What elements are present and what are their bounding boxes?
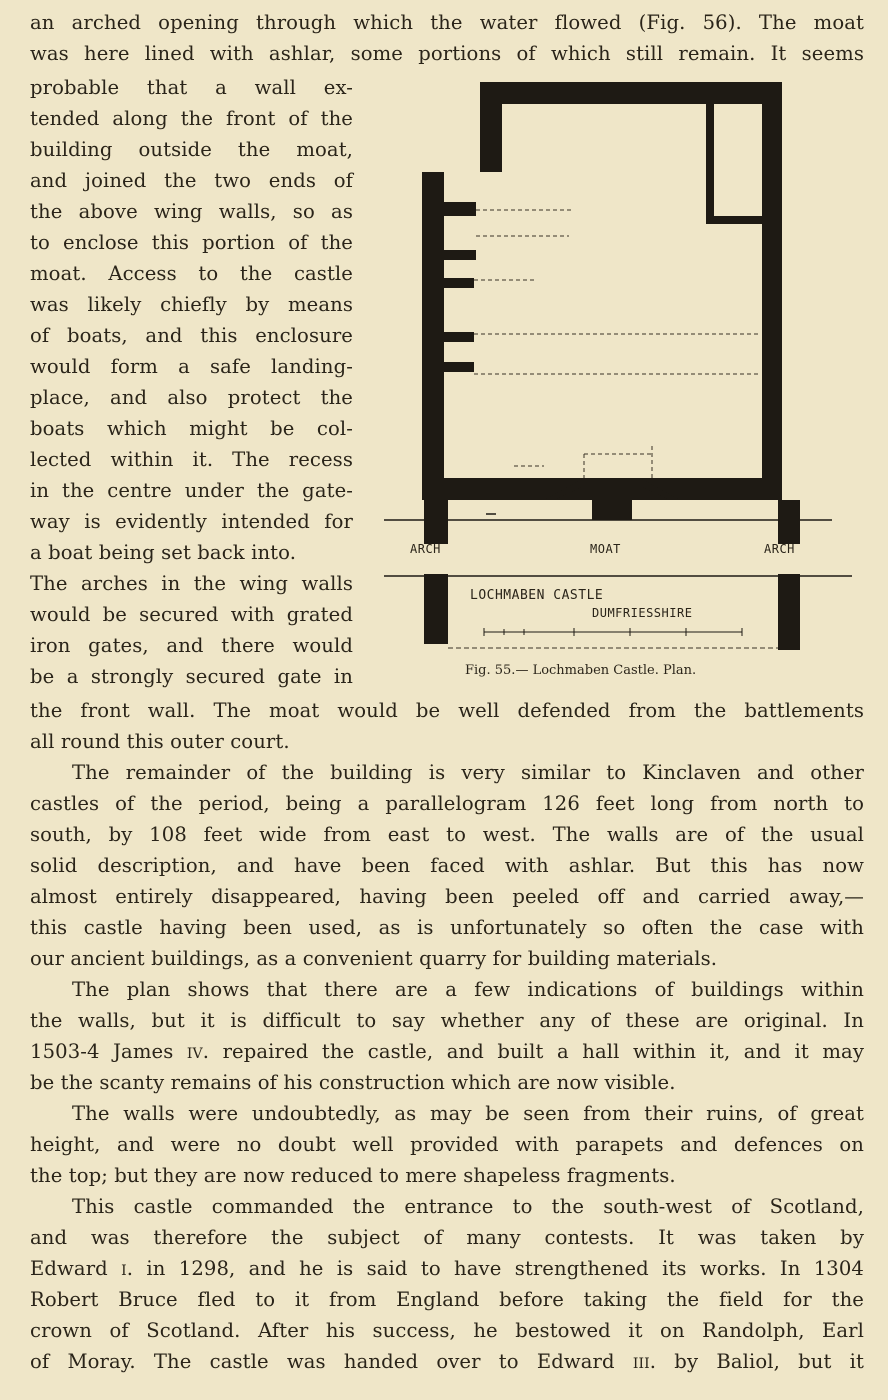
text-line: the front wall. The moat would be well defended from the battlements — [30, 699, 864, 722]
text-line: to enclose this portion of the — [30, 231, 353, 254]
text-line: was likely chiefly by means — [30, 293, 353, 316]
text-line: a boat being set back into. — [30, 541, 297, 564]
text-line: the above wing walls, so as — [30, 200, 353, 223]
wall-stub — [444, 278, 474, 288]
text-span: Edward — [30, 1257, 122, 1280]
scale-bar — [484, 628, 742, 636]
text-line: the walls, but it is difficult to say whether any of these are original. In — [30, 1009, 864, 1032]
wall-stub — [444, 250, 476, 260]
plan-subtitle: DUMFRIESSHIRE — [592, 606, 693, 620]
text-line: be a strongly secured gate in — [30, 665, 353, 688]
text-line: almost entirely disappeared, having been peeled off and carried away,— — [30, 885, 864, 908]
wall-stub — [444, 362, 474, 372]
text-line: and was therefore the subject of many contests. It was taken by — [30, 1226, 864, 1249]
text-line: castles of the period, being a parallelogram 126 feet long from north to — [30, 792, 864, 815]
text-line: would be secured with grated — [30, 603, 353, 626]
text-line: solid description, and have been faced with ashlar. But this has now — [30, 854, 864, 877]
text-line: probable that a wall ex- — [30, 76, 353, 99]
text-line: south, by 108 feet wide from east to west. The walls are of the usual — [30, 823, 864, 846]
text-line: Robert Bruce fled to it from England before taking the field for the — [30, 1288, 864, 1311]
wing-wall-right — [778, 574, 800, 650]
text-line: moat. Access to the castle — [30, 262, 353, 285]
regnal-numeral: iv — [186, 1040, 203, 1063]
text-line: The walls were undoubtedly, as may be seen from their ruins, of great — [72, 1102, 864, 1125]
text-line: this castle having been used, as is unfortunately so often the case with — [30, 916, 864, 939]
wing-wall-left — [424, 574, 448, 644]
text-line: The remainder of the building is very similar to Kinclaven and other — [72, 761, 864, 784]
text-line: would form a safe landing- — [30, 355, 353, 378]
text-line — [30, 1346, 864, 1377]
plan-title: LOCHMABEN CASTLE — [470, 588, 604, 603]
regnal-numeral: iii — [632, 1350, 650, 1373]
arch-label-left: ARCH — [410, 542, 441, 556]
text-line: boats which might be col- — [30, 417, 353, 440]
text-line — [30, 1036, 864, 1067]
text-line: height, and were no doubt well provided with parapets and defences on — [30, 1133, 864, 1156]
text-line: This castle commanded the entrance to the south-west of Scotland, — [72, 1195, 864, 1218]
text-line: place, and also protect the — [30, 386, 353, 409]
text-line: of boats, and this enclosure — [30, 324, 353, 347]
text-line: The plan shows that there are a few indications of buildings within — [72, 978, 864, 1001]
text-line: be the scanty remains of his construction which are now visible. — [30, 1071, 676, 1094]
castle-plan-drawing — [384, 76, 854, 686]
text-line: was here lined with ashlar, some portions of which still remain. It seems — [30, 42, 864, 65]
wing-wall-right — [778, 500, 800, 544]
text-line: all round this outer court. — [30, 730, 290, 753]
text-span: 1503-4 James — [30, 1040, 187, 1063]
text-line: an arched opening through which the water flowed (Fig. 56). The moat — [30, 11, 864, 34]
text-line — [30, 1253, 864, 1284]
text-line: way is evidently intended for — [30, 510, 353, 533]
wall-stub — [444, 202, 476, 216]
wing-wall-left — [424, 500, 448, 544]
inner-chamber-wall — [706, 216, 762, 224]
text-span: . in 1298, and he is said to have strengthened its works. In 1304 — [126, 1257, 864, 1280]
text-line: crown of Scotland. After his success, he bestowed it on Randolph, Earl — [30, 1319, 864, 1342]
text-line: building outside the moat, — [30, 138, 353, 161]
moat-label: MOAT — [590, 542, 621, 556]
text-line: and joined the two ends of — [30, 169, 353, 192]
text-span: of Moray. The castle was handed over to Edward — [30, 1350, 633, 1373]
text-line: lected within it. The recess — [30, 448, 353, 471]
figure-caption: Fig. 55.— Lochmaben Castle. Plan. — [465, 663, 697, 678]
arch-label-right: ARCH — [764, 542, 795, 556]
text-line: The arches in the wing walls — [30, 572, 353, 595]
text-line: the top; but they are now reduced to mere shapeless fragments. — [30, 1164, 676, 1187]
text-line: in the centre under the gate- — [30, 479, 353, 502]
text-line: iron gates, and there would — [30, 634, 353, 657]
inner-chamber-wall — [706, 104, 714, 224]
text-span: . by Baliol, but it — [649, 1350, 865, 1373]
wall-stub — [444, 332, 474, 342]
text-line: our ancient buildings, as a convenient quarry for building materials. — [30, 947, 718, 970]
regnal-numeral: i — [121, 1257, 127, 1280]
dashed-lines — [474, 210, 760, 478]
text-line: tended along the front of the — [30, 107, 353, 130]
text-span: . repaired the castle, and built a hall within it, and it may — [202, 1040, 864, 1063]
castle-plan-figure — [384, 76, 854, 686]
